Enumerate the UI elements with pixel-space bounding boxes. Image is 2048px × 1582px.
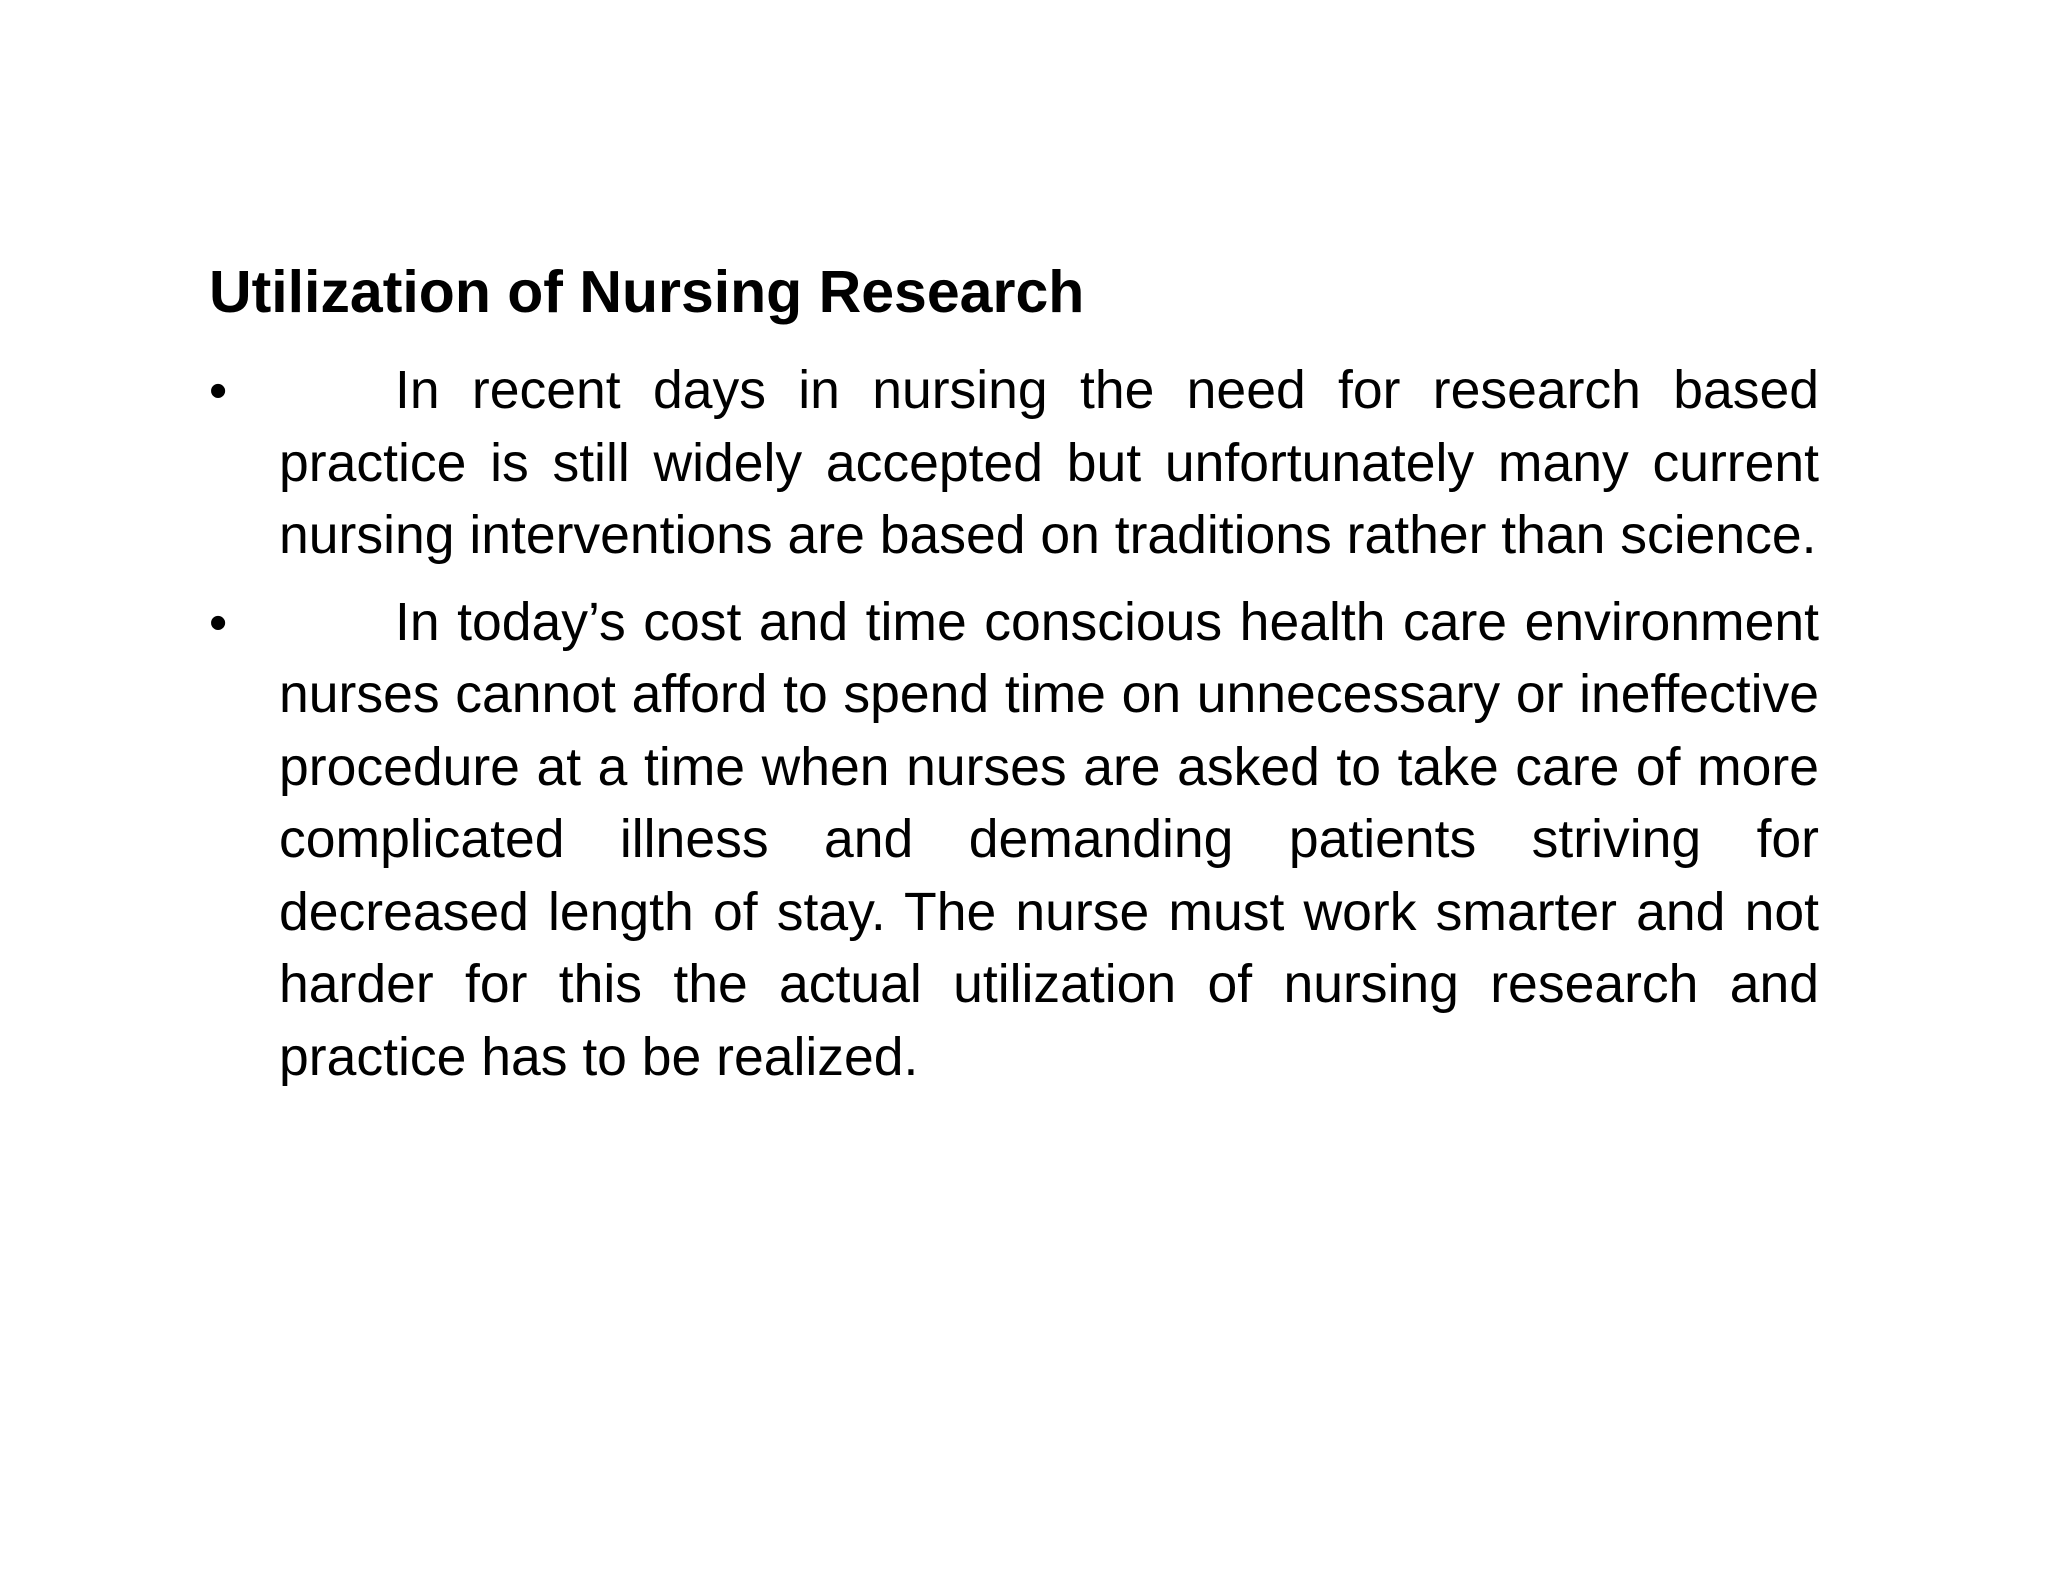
bullet-text: In today’s cost and time conscious health care environment nurses cannot afford to spend time on unnecessary or ineffective procedure at a time when nurses are asked to take care of more complicated illness and demanding patients striving for decreased length of stay. The nurse must work smarter and not harder for this the actual utilization of nursing research and practice has to be realized. bbox=[279, 592, 1819, 1087]
bullet-item-1 bbox=[209, 355, 1819, 573]
bullet-list bbox=[209, 355, 1819, 1108]
bullet-dot-icon: • bbox=[209, 362, 228, 420]
bullet-item-2 bbox=[209, 587, 1819, 1095]
bullet-dot-icon: • bbox=[209, 593, 228, 652]
bullet-text: In recent days in nursing the need for research based practice is still widely accepted but unfortunately many current nursing interventions are based on traditions rather than science. bbox=[279, 361, 1819, 565]
slide-title: Utilization of Nursing Research bbox=[209, 259, 1085, 325]
